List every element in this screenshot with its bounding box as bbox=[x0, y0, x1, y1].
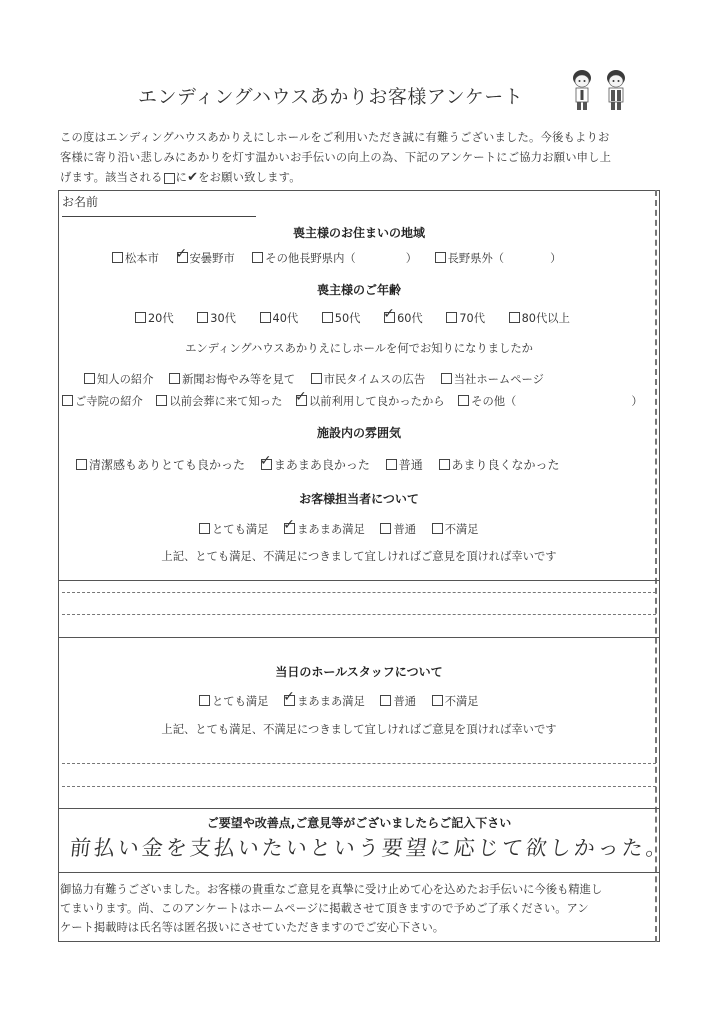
area-paren-close-2: ） bbox=[550, 252, 562, 265]
staff-avatar-left bbox=[573, 70, 591, 110]
area-question-title: 喪主様のお住まいの地域 bbox=[292, 226, 425, 240]
name-field[interactable] bbox=[62, 216, 256, 217]
option-label: 60代 bbox=[397, 312, 423, 325]
check-mark-icon: ✓ bbox=[283, 689, 295, 705]
checkbox-checked[interactable] bbox=[294, 389, 307, 406]
source-option-times-ad[interactable] bbox=[311, 371, 425, 387]
age-option-60[interactable] bbox=[383, 306, 423, 326]
source-option-acquaintance[interactable] bbox=[84, 371, 154, 387]
option-label: まあまあ良かった bbox=[273, 458, 370, 472]
checkbox[interactable] bbox=[386, 459, 397, 470]
option-label: 清潔感もありとても良かった bbox=[89, 458, 246, 472]
closing-line-1: 御協力有難うございました。お客様の貴重なご意見を真摯に受け止めて心を込めたお手伝いに今後も精進し bbox=[60, 883, 603, 896]
intro-line-3a: げます。該当される bbox=[60, 171, 163, 184]
checkbox[interactable] bbox=[432, 523, 443, 534]
age-option-20[interactable] bbox=[135, 310, 174, 326]
source-option-homepage[interactable] bbox=[441, 371, 544, 387]
staff-avatar-right bbox=[607, 70, 625, 110]
checkbox[interactable] bbox=[380, 695, 391, 706]
checkbox[interactable] bbox=[441, 373, 452, 384]
option-label: とても満足 bbox=[212, 523, 269, 536]
checkbox-checked[interactable] bbox=[175, 246, 188, 263]
atmosphere-option-very-good[interactable] bbox=[76, 456, 245, 473]
checkbox[interactable] bbox=[112, 252, 123, 263]
checkbox-checked[interactable] bbox=[283, 689, 295, 706]
option-label: 70代 bbox=[459, 312, 485, 325]
divider bbox=[58, 637, 660, 638]
checkbox[interactable] bbox=[199, 695, 210, 706]
hall-option-very-satisfied[interactable] bbox=[199, 693, 269, 709]
checkbox[interactable] bbox=[62, 395, 73, 406]
survey-title: エンディングハウスあかりお客様アンケート bbox=[138, 86, 524, 108]
staff-option-normal[interactable] bbox=[380, 521, 416, 537]
intro-line-3 bbox=[60, 168, 670, 188]
checkbox[interactable] bbox=[84, 373, 95, 384]
intro-line-3b: に bbox=[175, 171, 188, 184]
checkbox[interactable] bbox=[135, 312, 146, 323]
checkbox[interactable] bbox=[260, 312, 271, 323]
source-option-newspaper[interactable] bbox=[169, 371, 295, 387]
name-label: お名前 bbox=[62, 195, 99, 209]
checkbox[interactable] bbox=[380, 523, 391, 534]
area-paren-close: ） bbox=[405, 252, 417, 265]
area-options bbox=[112, 246, 562, 266]
option-label: 長野県外（ bbox=[447, 252, 505, 265]
check-mark-icon: ✓ bbox=[383, 306, 395, 322]
option-label: 新聞お悔やみ等を見て bbox=[182, 373, 296, 386]
hall-option-fairly-satisfied[interactable] bbox=[283, 689, 365, 709]
hall-option-normal[interactable] bbox=[380, 693, 416, 709]
hall-staff-options bbox=[199, 689, 479, 709]
source-option-used-before[interactable] bbox=[294, 389, 445, 409]
checkbox[interactable] bbox=[169, 373, 180, 384]
checkmark-icon: ✔ bbox=[187, 170, 199, 185]
check-mark-icon: ✓ bbox=[294, 389, 307, 405]
staff-options bbox=[199, 517, 479, 537]
area-option-outside[interactable] bbox=[435, 250, 505, 266]
checkbox[interactable] bbox=[252, 252, 263, 263]
option-label: 不満足 bbox=[444, 523, 479, 536]
option-label: 知人の紹介 bbox=[97, 373, 154, 386]
checkbox[interactable] bbox=[311, 373, 322, 384]
option-label: 30代 bbox=[210, 312, 236, 325]
checkbox-checked[interactable] bbox=[283, 517, 295, 534]
request-title: ご要望や改善点,ご意見等がございましたらご記入下さい bbox=[206, 816, 512, 830]
staff-illustration bbox=[565, 66, 635, 116]
hall-staff-question-title: 当日のホールスタッフについて bbox=[275, 665, 443, 679]
intro-text bbox=[60, 128, 670, 188]
intro-line-2: 客様に寄り沿い悲しみにあかりを灯す温かいお手伝いの向上の為、下記のアンケートにご協力お願い申し上 bbox=[60, 151, 612, 164]
checkbox[interactable] bbox=[458, 395, 469, 406]
hall-option-dissatisfied[interactable] bbox=[432, 693, 479, 709]
atmosphere-option-normal[interactable] bbox=[386, 456, 423, 473]
staff-option-fairly-satisfied[interactable] bbox=[283, 517, 365, 537]
check-mark-icon: ✓ bbox=[259, 453, 272, 469]
option-label: 50代 bbox=[334, 312, 361, 325]
age-question-title: 喪主様のご年齢 bbox=[316, 283, 401, 297]
source-paren-close: ） bbox=[631, 395, 643, 408]
option-label: ご寺院の紹介 bbox=[75, 395, 143, 408]
age-option-40[interactable] bbox=[260, 310, 299, 326]
divider bbox=[58, 808, 660, 809]
age-option-70[interactable] bbox=[446, 310, 485, 326]
option-label: 普通 bbox=[393, 695, 417, 708]
age-option-30[interactable] bbox=[197, 310, 236, 326]
closing-line-2: てまいります。尚、このアンケートはホームページに掲載させて頂きますので予めご了承ください。アン bbox=[60, 902, 589, 915]
area-option-other-nagano[interactable] bbox=[252, 250, 355, 266]
age-option-80-plus[interactable] bbox=[509, 310, 570, 326]
checkbox[interactable] bbox=[446, 312, 457, 323]
option-label: 普通 bbox=[398, 458, 423, 472]
intro-line-3c: をお願い致します。 bbox=[198, 171, 301, 184]
option-label: 以前利用して良かったから bbox=[308, 395, 445, 408]
option-label: 普通 bbox=[393, 523, 417, 536]
option-label: まあまあ満足 bbox=[297, 695, 365, 708]
option-label: その他長野県内（ bbox=[265, 252, 356, 265]
staff-comment-line-1[interactable] bbox=[62, 592, 656, 593]
checkbox[interactable] bbox=[76, 459, 87, 470]
handwritten-request: 前払い金を支払いたいという要望に応じて欲しかった。 bbox=[68, 836, 672, 860]
check-mark-icon: ✓ bbox=[283, 517, 295, 533]
option-label: 松本市 bbox=[125, 252, 159, 265]
checkbox[interactable] bbox=[432, 695, 443, 706]
intro-line-1: この度はエンディングハウスあかりえにしホールをご利用いただき誠に有難うございました。今後もよりお bbox=[60, 131, 610, 144]
hall-comment-line-1[interactable] bbox=[62, 763, 656, 764]
source-options-row-1 bbox=[84, 371, 544, 387]
option-label: 当社ホームページ bbox=[453, 373, 544, 386]
staff-comment-line-2[interactable] bbox=[62, 614, 656, 615]
divider bbox=[58, 580, 660, 581]
closing-text bbox=[60, 880, 660, 937]
bleed-through-text bbox=[338, 40, 342, 54]
checkbox[interactable] bbox=[435, 252, 446, 263]
atmosphere-options bbox=[76, 453, 560, 473]
option-label: 安曇野市 bbox=[189, 252, 235, 265]
staff-question-title: お客様担当者について bbox=[299, 492, 419, 506]
staff-comment-prompt: 上記、とても満足、不満足につきまして宜しければご意見を頂ければ幸いです bbox=[161, 550, 557, 563]
checkbox[interactable] bbox=[156, 395, 167, 406]
option-label: 80代以上 bbox=[521, 312, 570, 325]
age-options bbox=[135, 306, 570, 326]
option-label: まあまあ満足 bbox=[297, 523, 365, 536]
checkbox[interactable] bbox=[509, 312, 520, 323]
atmosphere-option-not-good[interactable] bbox=[439, 456, 560, 473]
staff-option-dissatisfied[interactable] bbox=[432, 521, 479, 537]
check-mark-icon: ✓ bbox=[175, 246, 188, 262]
option-label: 40代 bbox=[272, 312, 299, 325]
closing-line-3: ケート掲載時は氏名等は匿名扱いにさせていただきますのでご安心下さい。 bbox=[60, 921, 445, 934]
checkbox[interactable] bbox=[199, 523, 210, 534]
hall-comment-line-2[interactable] bbox=[62, 786, 656, 787]
atmosphere-question-title: 施設内の雰囲気 bbox=[316, 426, 401, 440]
option-label: 以前会葬に来て知った bbox=[169, 395, 283, 408]
checkbox[interactable] bbox=[197, 312, 208, 323]
divider bbox=[58, 872, 660, 873]
source-option-other[interactable] bbox=[458, 393, 516, 409]
area-option-azumino[interactable] bbox=[175, 246, 235, 266]
checkbox[interactable] bbox=[322, 312, 333, 323]
checkbox-checked[interactable] bbox=[383, 306, 395, 323]
checkbox-icon bbox=[164, 173, 175, 184]
checkbox[interactable] bbox=[439, 459, 450, 470]
atmosphere-option-fairly-good[interactable] bbox=[259, 453, 370, 473]
source-option-previous-funeral[interactable] bbox=[156, 393, 282, 409]
option-label: その他（ bbox=[471, 395, 517, 408]
option-label: 20代 bbox=[148, 312, 174, 325]
source-options-row-2 bbox=[62, 389, 643, 409]
hall-comment-prompt: 上記、とても満足、不満足につきまして宜しければご意見を頂ければ幸いです bbox=[161, 723, 557, 736]
source-question-title: エンディングハウスあかりえにしホールを何でお知りになりましたか bbox=[185, 342, 533, 355]
staff-option-very-satisfied[interactable] bbox=[199, 521, 269, 537]
option-label: 市民タイムスの広告 bbox=[323, 373, 426, 386]
option-label: とても満足 bbox=[212, 695, 269, 708]
checkbox-checked[interactable] bbox=[259, 453, 272, 470]
source-option-temple[interactable] bbox=[62, 393, 143, 409]
option-label: あまり良くなかった bbox=[451, 458, 560, 472]
option-label: 不満足 bbox=[444, 695, 479, 708]
age-option-50[interactable] bbox=[322, 310, 361, 326]
area-option-matsumoto[interactable] bbox=[112, 250, 159, 266]
